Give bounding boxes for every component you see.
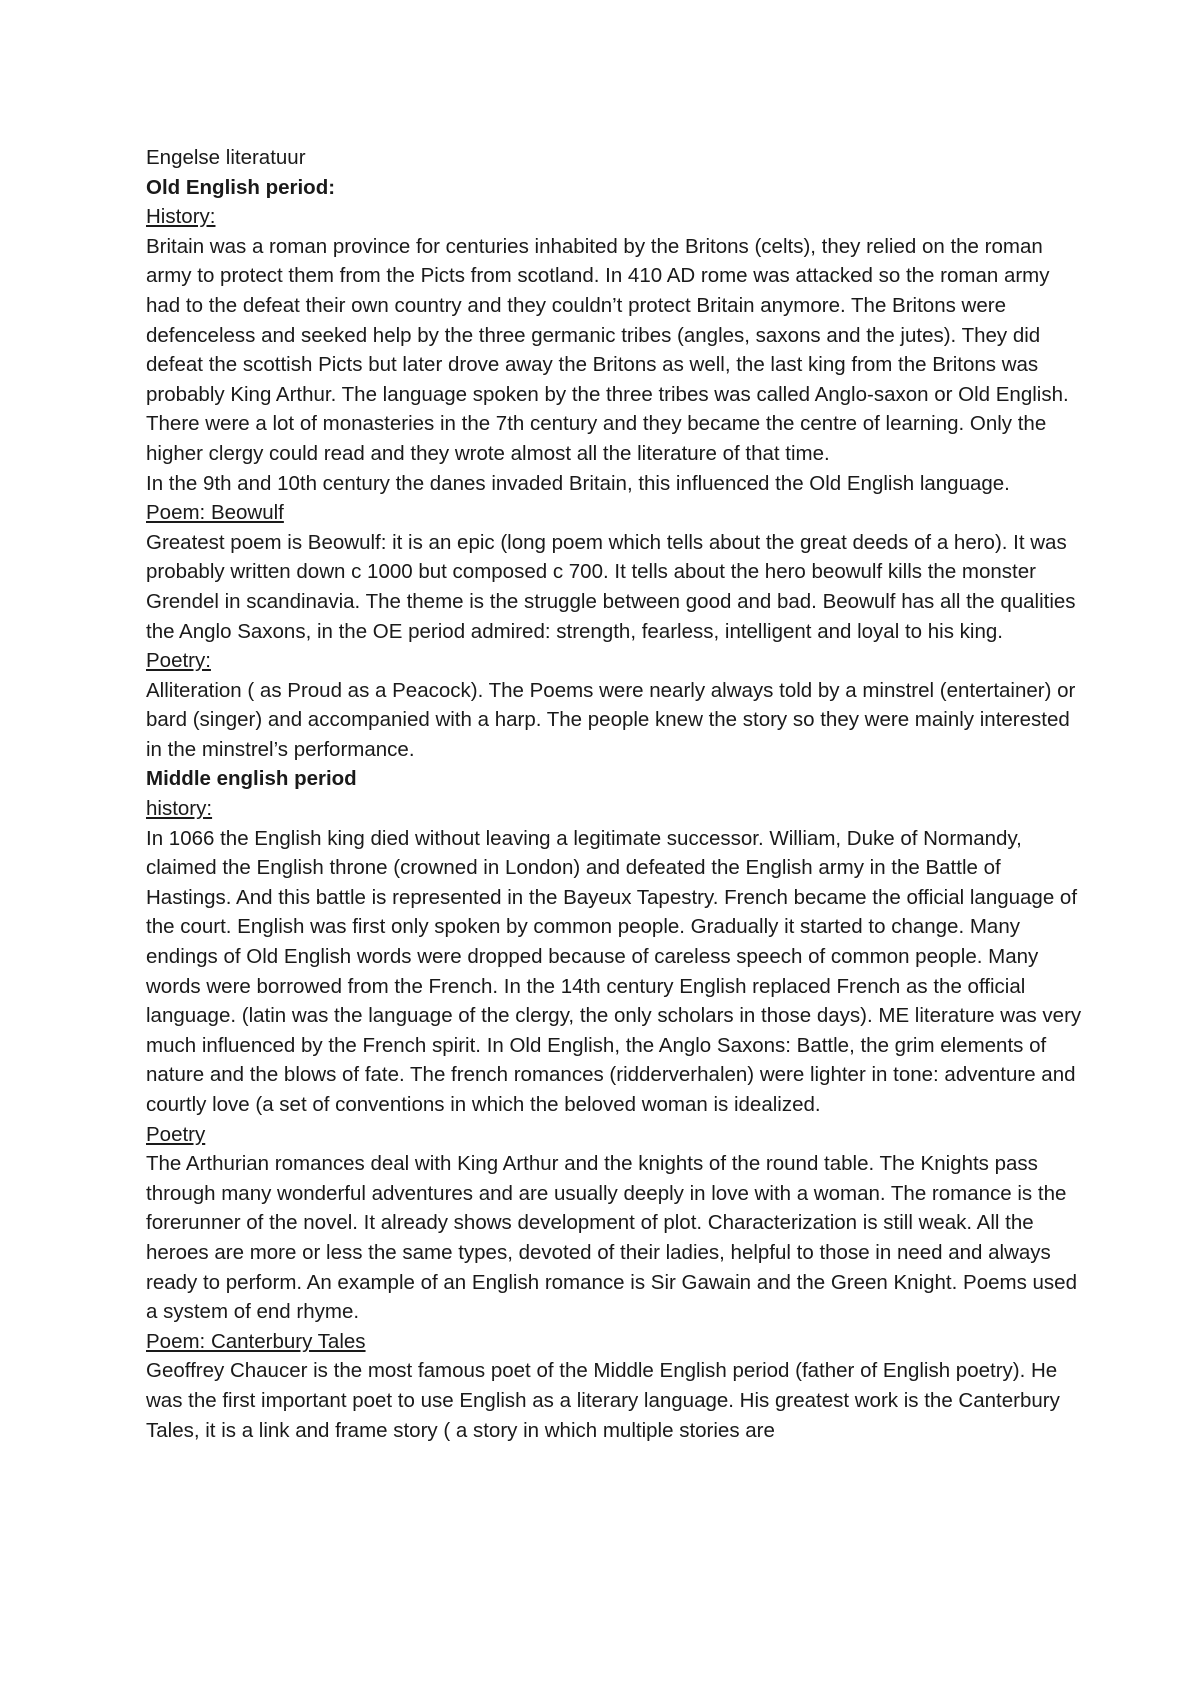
old-english-poetry-label: Poetry:: [146, 649, 211, 673]
beowulf-text: Greatest poem is Beowulf: it is an epic (long poem which tells about the great deeds of a hero). It was probably written down c 1000 but composed c 700. It tells about the hero beowulf kills the monster Grendel in scandinavia. The theme is the struggle between good and bad. Beowulf has all the qualities the Anglo Saxons, in the OE period admired: strength, fearless, intelligent and loyal to his king.: [146, 530, 1076, 643]
old-english-history-paragraph-3: In the 9th and 10th century the danes invaded Britain, this influenced the Old English language.: [146, 471, 1010, 495]
canterbury-label: Poem: Canterbury Tales: [146, 1329, 366, 1353]
old-english-poetry-text: Alliteration ( as Proud as a Peacock). The Poems were nearly always told by a minstrel (entertainer) or bard (singer) and accompanied with a harp. The people knew the story so they were mainly interested in the minstrel’s performance.: [146, 678, 1076, 761]
middle-english-heading: Middle english period: [146, 767, 357, 791]
middle-english-poetry-label: Poetry: [146, 1122, 206, 1146]
document-title: Engelse literatuur: [146, 146, 306, 169]
old-english-history-paragraph-2: There were a lot of monasteries in the 7th century and they became the centre of learning. Only the higher clergy could read and they wrote almost all the literature of that time.: [146, 412, 1047, 465]
middle-english-history-label: history:: [146, 797, 213, 821]
old-english-heading: Old English period:: [146, 175, 336, 199]
old-english-history-label: History:: [146, 205, 216, 229]
canterbury-text: Geoffrey Chaucer is the most famous poet of the Middle English period (father of English poetry). He was the first important poet to use English as a literary language. His greatest work is the Canterbury Tales, it is a link and frame story ( a story in which multiple stories are: [146, 1359, 1060, 1442]
document-page: [146, 143, 1086, 1445]
old-english-history-paragraph-1: Britain was a roman province for centuries inhabited by the Britons (celts), they relied on the roman army to protect them from the Picts from scotland. In 410 AD rome was attacked so the roman army had to the defeat their own country and they couldn’t protect Britain anymore. The Britons were defenceless and seeked help by the three germanic tribes (angles, saxons and the jutes). They did defeat the scottish Picts but later drove away the Britons as well, the last king from the Britons was probably King Arthur. The language spoken by the three tribes was called Anglo-saxon or Old English.: [146, 234, 1069, 406]
middle-english-history-text: In 1066 the English king died without leaving a legitimate successor. William, Duke of Normandy, claimed the English throne (crowned in London) and defeated the English army in the Battle of Hastings. And this battle is represented in the Bayeux Tapestry. French became the official language of the court. English was first only spoken by common people. Gradually it started to change. Many endings of Old English words were dropped because of careless speech of common people. Many words were borrowed from the French. In the 14th century English replaced French as the official language. (latin was the language of the clergy, the only scholars in those days). ME literature was very much influenced by the French spirit. In Old English, the Anglo Saxons: Battle, the grim elements of nature and the blows of fate. The french romances (ridderverhalen) were lighter in tone: adventure and courtly love (a set of conventions in which the beloved woman is idealized.: [146, 826, 1082, 1116]
middle-english-poetry-text: The Arthurian romances deal with King Arthur and the knights of the round table. The Knights pass through many wonderful adventures and are usually deeply in love with a woman. The romance is the forerunner of the novel. It already shows development of plot. Characterization is still weak. All the heroes are more or less the same types, devoted of their ladies, helpful to those in need and always ready to perform. An example of an English romance is Sir Gawain and the Green Knight. Poems used a system of end rhyme.: [146, 1152, 1077, 1324]
beowulf-label: Poem: Beowulf: [146, 501, 284, 525]
